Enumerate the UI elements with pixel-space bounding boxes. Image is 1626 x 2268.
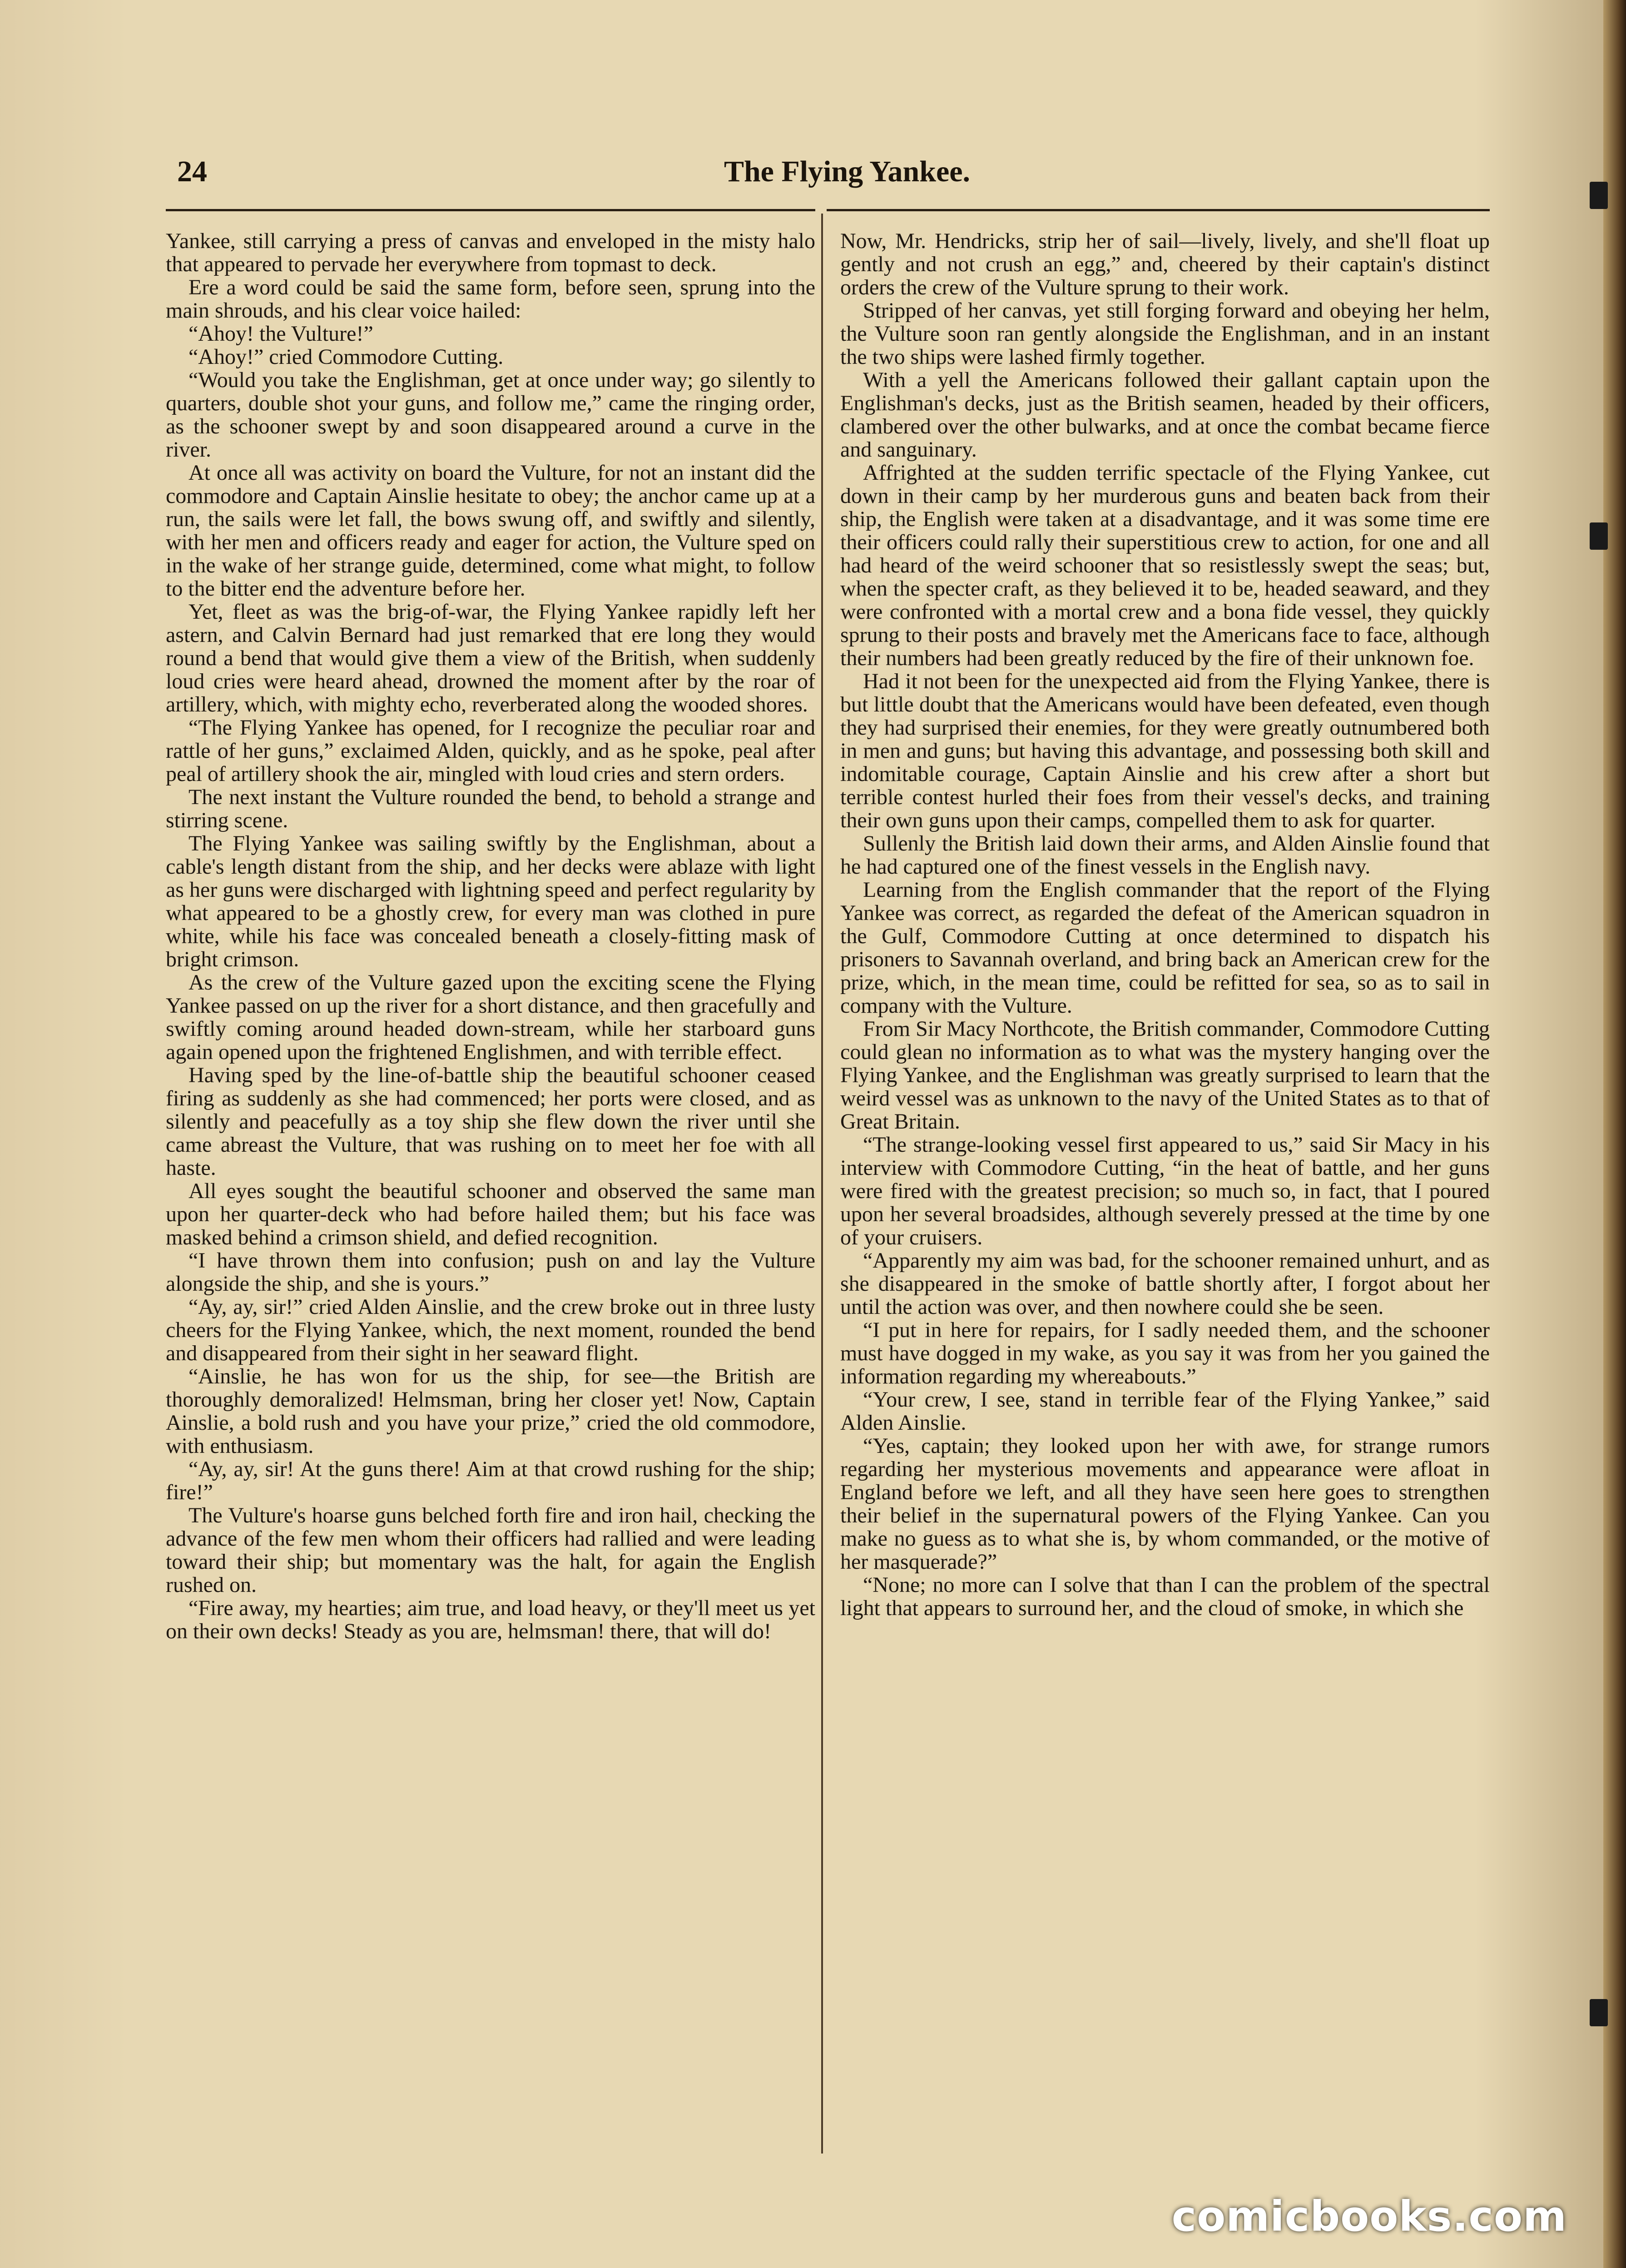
paragraph: “Ahoy!” cried Commodore Cutting. [188, 345, 504, 369]
paragraph: The next instant the Vulture rounded the bend, to behold a strange and stirring scene. [166, 785, 815, 832]
paragraph: Having sped by the line-of-battle ship the beautiful schooner ceased firing as suddenly as she had commenced; her ports were closed, and as silently and peacefully as a toy ship she flew down the river until she came abreast the Vulture, that was rushing on to meet her foe with all haste. [166, 1063, 815, 1180]
paragraph: Yet, fleet as was the brig-of-war, the Flying Yankee rapidly left her astern, and Calvin Bernard had just remarked that ere long they would round a bend that would give them a view of the British, when suddenly loud cries were heard ahead, drowned the moment after by the roar of artillery, which, with mighty echo, reverberated along the wooded shores. [166, 600, 815, 716]
paragraph: “I have thrown them into confusion; push on and lay the Vulture alongside the ship, and she is yours.” [166, 1248, 815, 1296]
paragraph: With a yell the Americans followed their gallant captain upon the Englishman's decks, just as the British seamen, headed by their officers, clambered over the other bulwarks, and at once the combat became fierce and sanguinary. [840, 368, 1490, 462]
paragraph: “Yes, captain; they looked upon her with awe, for strange rumors regarding her mysterious movements and appearance were afloat in England before we left, and all they have seen here goes to strengthen their belief in the supernatural powers of the Flying Yankee. Can you make no guess as to what she is, by whom commanded, or the motive of her masquerade?” [840, 1434, 1490, 1574]
right-column [840, 229, 1490, 2151]
staple-icon [1590, 1999, 1608, 2026]
paragraph: “The Flying Yankee has opened, for I recognize the peculiar roar and rattle of her guns,” exclaimed Alden, quickly, and as he spoke, peal after peal of artillery shook the air, mingled with loud cries and stern orders. [166, 716, 815, 786]
binding-edge [1603, 0, 1626, 2268]
paragraph: The Flying Yankee was sailing swiftly by the Englishman, about a cable's length distant from the ship, and her decks were ablaze with light as her guns were discharged with lightning speed and perfect regularity by what appeared to be a ghostly crew, for every man was clothed in pure white, while his face was concealed beneath a closely-fitting mask of bright crimson. [166, 831, 815, 971]
page-number: 24 [177, 155, 207, 188]
page-header [177, 154, 1517, 195]
paragraph: “Ahoy! the Vulture!” [188, 322, 373, 346]
paragraph: “I put in here for repairs, for I sadly needed them, and the schooner must have dogged in my wake, as you say it was from her you gained the information regarding my whereabouts.” [840, 1318, 1490, 1388]
site-watermark: comicbooks.com [1171, 2192, 1567, 2241]
paragraph: “Fire away, my hearties; aim true, and load heavy, or they'll meet us yet on their own decks! Steady as you are, helmsman! there, that will do! [166, 1596, 815, 1643]
paragraph: “Ainslie, he has won for us the ship, for see—the British are thoroughly demoralized! Helmsman, bring her closer yet! Now, Captain Ainslie, a bold rush and you have your prize,” cried the old commodore, with enthusiasm. [166, 1364, 815, 1458]
header-rule-right [827, 209, 1490, 211]
paragraph: Sullenly the British laid down their arms, and Alden Ainslie found that he had captured one of the finest vessels in the English navy. [840, 831, 1490, 879]
paragraph: Learning from the English commander that the report of the Flying Yankee was correct, as regarded the defeat of the American squadron in the Gulf, Commodore Cutting at once determined to dispatch his prisoners to Savannah overland, and bring back an American crew for the prize, which, in the mean time, could be refitted for sea, so as to sail in company with the Vulture. [840, 878, 1490, 1018]
paragraph: The Vulture's hoarse guns belched forth fire and iron hail, checking the advance of the few men whom their officers had rallied and were leading toward their ship; but momentary was the halt, for again the English rushed on. [166, 1503, 815, 1597]
paragraph: Ere a word could be said the same form, before seen, sprung into the main shrouds, and his clear voice hailed: [166, 275, 815, 323]
paragraph: At once all was activity on board the Vulture, for not an instant did the commodore and Captain Ainslie hesitate to obey; the anchor came up at a run, the sails were let fall, the bows swung off, and swiftly and silently, with her men and officers ready and eager for action, the Vulture sped on in the wake of her strange guide, determined, come what might, to follow to the bitter end the adventure before her. [166, 461, 815, 601]
paragraph: As the crew of the Vulture gazed upon the exciting scene the Flying Yankee passed on up the river for a short distance, and then gracefully and swiftly coming around headed down-stream, while her starboard guns again opened upon the frightened Englishmen, and with terrible effect. [166, 970, 815, 1064]
paragraph: From Sir Macy Northcote, the British commander, Commodore Cutting could glean no information as to what was the mystery hanging over the Flying Yankee, and the Englishman was greatly surprised to learn that the weird vessel was as unknown to the navy of the United States as to that of Great Britain. [840, 1017, 1490, 1134]
running-title: The Flying Yankee. [724, 155, 971, 188]
paragraph: “Ay, ay, sir! At the guns there! Aim at that crowd rushing for the ship; fire!” [166, 1457, 815, 1504]
paragraph: “Apparently my aim was bad, for the schooner remained unhurt, and as she disappeared in the smoke of battle shortly after, I forgot about her until the action was over, and then nowhere could she be seen. [840, 1248, 1490, 1319]
paragraph: Yankee, still carrying a press of canvas and enveloped in the misty halo that appeared to pervade her everywhere from topmast to deck. [166, 229, 815, 276]
paragraph: Had it not been for the unexpected aid from the Flying Yankee, there is but little doubt that the Americans would have been defeated, even though they had surprised their enemies, for they were greatly outnumbered both in men and guns; but having this advantage, and possessing both skill and indomitable courage, Captain Ainslie and his crew after a short but terrible contest hurled their foes from their vessel's decks, and training their own guns upon their camps, compelled them to ask for quarter. [840, 669, 1490, 832]
header-rule-left [166, 209, 815, 211]
paragraph: “Ay, ay, sir!” cried Alden Ainslie, and the crew broke out in three lusty cheers for the Flying Yankee, which, the next moment, rounded the bend and disappeared from their sight in her seaward flight. [166, 1295, 815, 1365]
paragraph: All eyes sought the beautiful schooner and observed the same man upon her quarter-deck who had before hailed them; but his face was masked behind a crimson shield, and defied recognition. [166, 1179, 815, 1249]
paragraph: Affrighted at the sudden terrific spectacle of the Flying Yankee, cut down in their camp by her murderous guns and beaten back from their ship, the English were taken at a disadvantage, and it was some time ere their officers could rally their superstitious crew to action, for one and all had heard of the weird schooner that so resistlessly swept the seas; but, when the specter craft, as they believed it to be, headed seaward, and they were confronted with a mortal crew and a bona fide vessel, they quickly sprung to their posts and bravely met the Americans face to face, although their numbers had been greatly reduced by the fire of their unknown foe. [840, 461, 1490, 670]
paragraph: Stripped of her canvas, yet still forging forward and obeying her helm, the Vulture soon ran gently alongside the Englishman, and in an instant the two ships were lashed firmly together. [840, 298, 1490, 369]
paragraph: “Would you take the Englishman, get at once under way; go silently to quarters, double shot your guns, and follow me,” came the ringing order, as the schooner swept by and soon disappeared around a curve in the river. [166, 368, 815, 462]
staple-icon [1590, 522, 1608, 550]
paragraph: “Your crew, I see, stand in terrible fear of the Flying Yankee,” said Alden Ainslie. [840, 1388, 1490, 1435]
left-column [166, 229, 815, 2151]
paragraph: “None; no more can I solve that than I can the problem of the spectral light that appears to surround her, and the cloud of smoke, in which she [840, 1573, 1490, 1620]
column-divider [821, 214, 823, 2154]
paragraph: “The strange-looking vessel first appeared to us,” said Sir Macy in his interview with Commodore Cutting, “in the heat of battle, and her guns were fired with the greatest precision; so much so, in fact, that I poured upon her several broadsides, although severely pressed at the time by one of your cruisers. [840, 1133, 1490, 1249]
staple-icon [1590, 182, 1608, 209]
paragraph: Now, Mr. Hendricks, strip her of sail—lively, lively, and she'll float up gently and not crush an egg,” and, cheered by their captain's distinct orders the crew of the Vulture sprung to their work. [840, 229, 1490, 299]
